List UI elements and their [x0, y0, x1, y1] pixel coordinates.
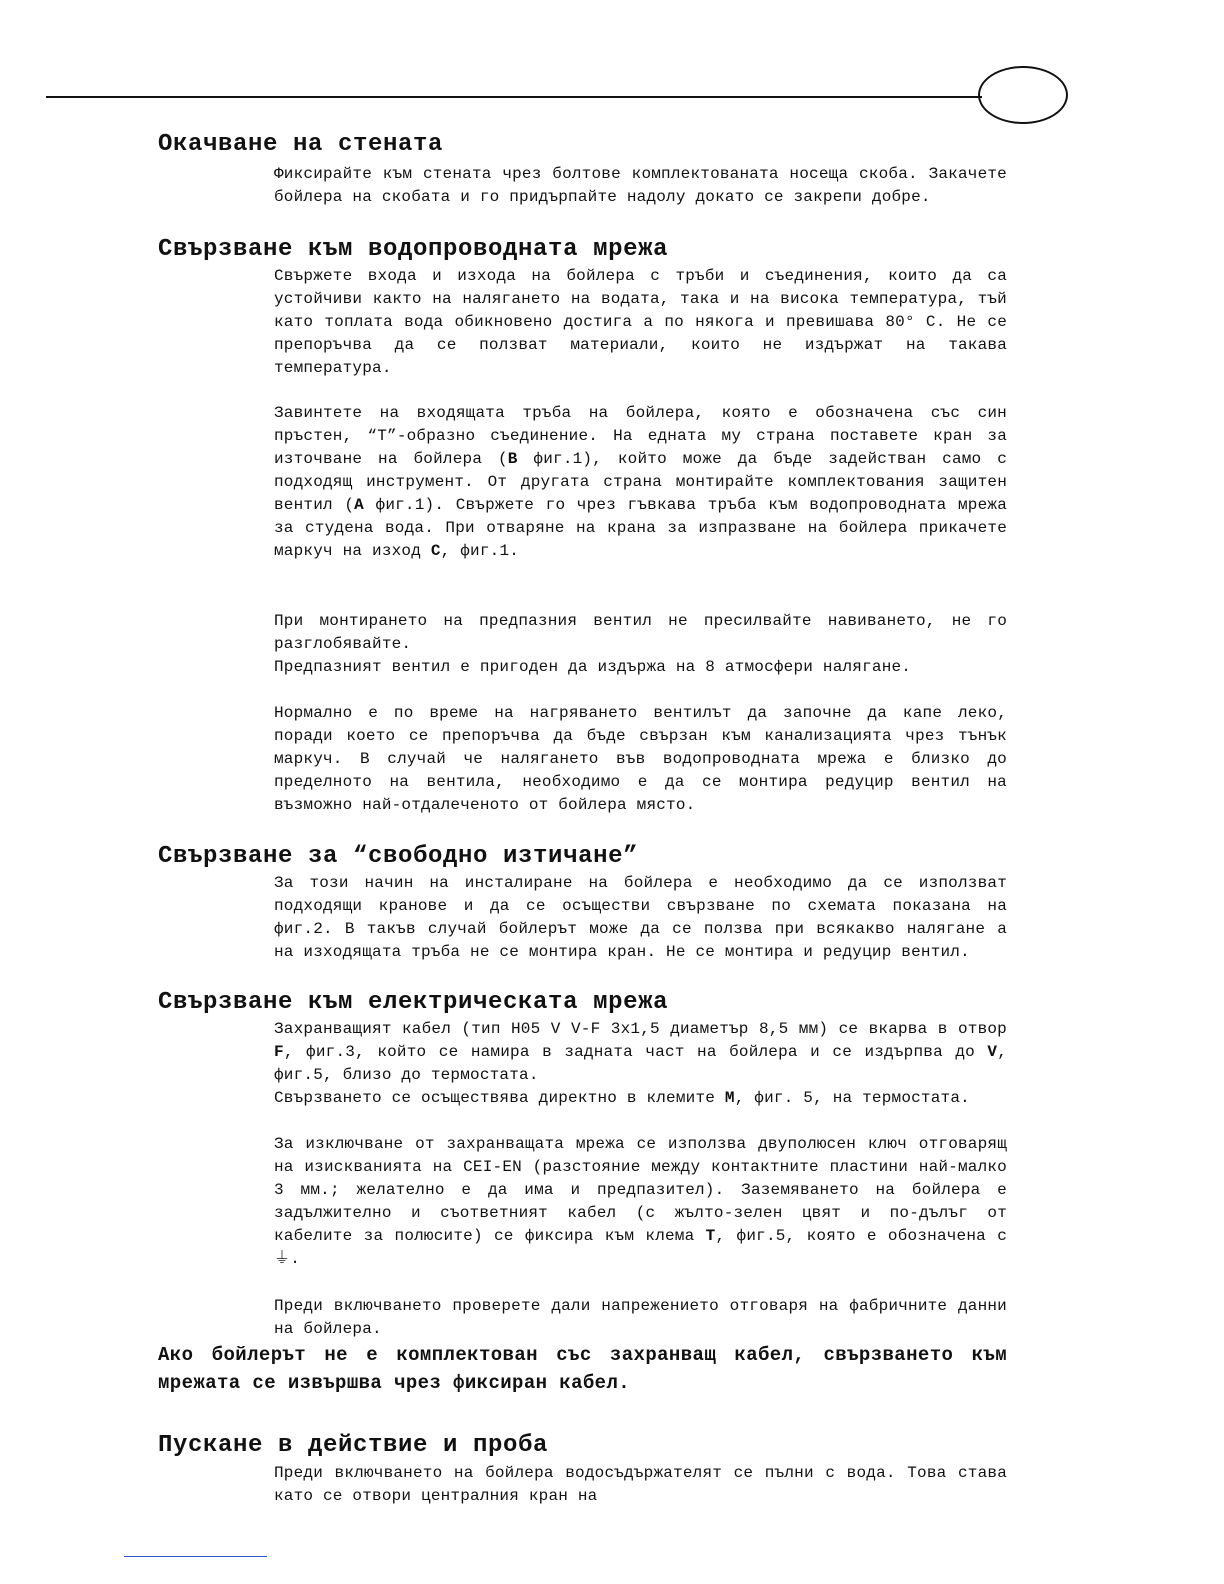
label-b: B — [507, 450, 518, 468]
paragraph-water-connection-2: Завинтете на входящата тръба на бойлера, която е обозначена със син пръстен, “T”-образно съединение. На едната му страна поставете кран за източване на бойлера (B фиг.1), който може да бъде задействан само с подходящ инструмент. От другата страна монтирайте комплектования защитен вентил (A фиг.1). Свържете го чрез гъвкава тръба към водопроводната мрежа за студена вода. При отваряне на крана за изпразване на бойлера прикачете маркуч на изход C, фиг.1. — [274, 404, 1007, 560]
label-c: C — [430, 542, 441, 560]
paragraph-start: Преди включването на бойлера водосъдържателят се пълни с вода. Това става като се отвори централния кран на — [274, 1464, 1007, 1505]
paragraph-electrical-1: Захранващият кабел (тип H05 V V-F 3x1,5 диаметър 8,5 мм) се вкарва в отвор F, фиг.3, който се намира в задната част на бойлера и се издърпва до V, фиг.5, близо до термостата. — [274, 1020, 1007, 1084]
heading-start: Пускане в действие и проба — [158, 1432, 549, 1459]
paragraph-electrical-2: Свързването се осъществява директно в клемите M, фиг. 5, на термостата. — [274, 1089, 970, 1107]
bold-note: Ако бойлерът не е комплектован със захранващ кабел, свързването към мрежата се извършва чрез фиксиран кабел. — [158, 1344, 1007, 1394]
paragraph-water-connection-5: Нормално е по време на нагряването вентилът да започне да капе леко, поради което се препоръчва да бъде свързан към канализацията чрез тънък маркуч. В случай че налягането във водопроводната мрежа е близко до пределното на вентила, необходимо е да се монтира редуцир вентил на възможно най-отдалеченото от бойлера място. — [274, 704, 1007, 814]
heading-electrical: Свързване към електрическата мрежа — [158, 989, 669, 1016]
paragraph-water-connection-3: При монтирането на предпазния вентил не пресилвайте навиването, не го разглобявайте. — [274, 612, 1007, 653]
paragraph-water-connection-1: Свържете входа и изхода на бойлера с тръби и съединения, които да са устойчиви както на налягането на водата, така и на висока температура, тъй като топлата вода обикновено достига а по някога и превишава 80° C. Не се препоръчва да се ползват материали, които не издържат на такава температура. — [274, 267, 1007, 377]
page-number-oval — [978, 66, 1068, 124]
paragraph-free-flow: За този начин на инсталиране на бойлера е необходимо да се използват подходящи кранове и да се осъществи свързване по схемата показана на фиг.2. В такъв случай бойлерът може да се ползва при всякакво налягане а на изходящата тръба не се монтира кран. Не се монтира и редуцир вентил. — [274, 874, 1007, 961]
label-m: M — [724, 1089, 735, 1107]
header-rule — [46, 96, 982, 98]
paragraph-electrical-4: Преди включването проверете дали напрежението отговаря на фабричните данни на бойлера. — [274, 1297, 1007, 1338]
label-t: T — [705, 1227, 716, 1245]
label-v: V — [987, 1043, 998, 1061]
label-f: F — [274, 1043, 284, 1061]
paragraph-electrical-3: За изключване от захранващата мрежа се използва двуполюсен ключ отговарящ на изискванията на CEI-EN (разстояние между контактните пластини най-малко 3 мм.; желателно е да има и предпазител). Заземяването на бойлера е задължително и съответният кабел (с жълто-зелен цвят и по-дълъг от кабелите за полюсите) се фиксира към клема T, фиг.5, която е обозначена с ⏚. — [274, 1135, 1008, 1268]
paragraph-water-connection-4: Предпазният вентил е пригоден да издържа на 8 атмосфери налягане. — [274, 658, 912, 676]
paragraph-wall-mounting: Фиксирайте към стената чрез болтове комплектованата носеща скоба. Закачете бойлера на скобата и го придърпайте надолу докато се закрепи добре. — [274, 165, 1007, 206]
heading-free-flow: Свързване за “свободно изтичане” — [158, 843, 639, 870]
footer-line — [124, 1556, 267, 1557]
heading-water-connection: Свързване към водопроводната мрежа — [158, 236, 669, 263]
heading-wall-mounting: Окачване на стената — [158, 131, 444, 158]
label-a: A — [354, 496, 364, 514]
